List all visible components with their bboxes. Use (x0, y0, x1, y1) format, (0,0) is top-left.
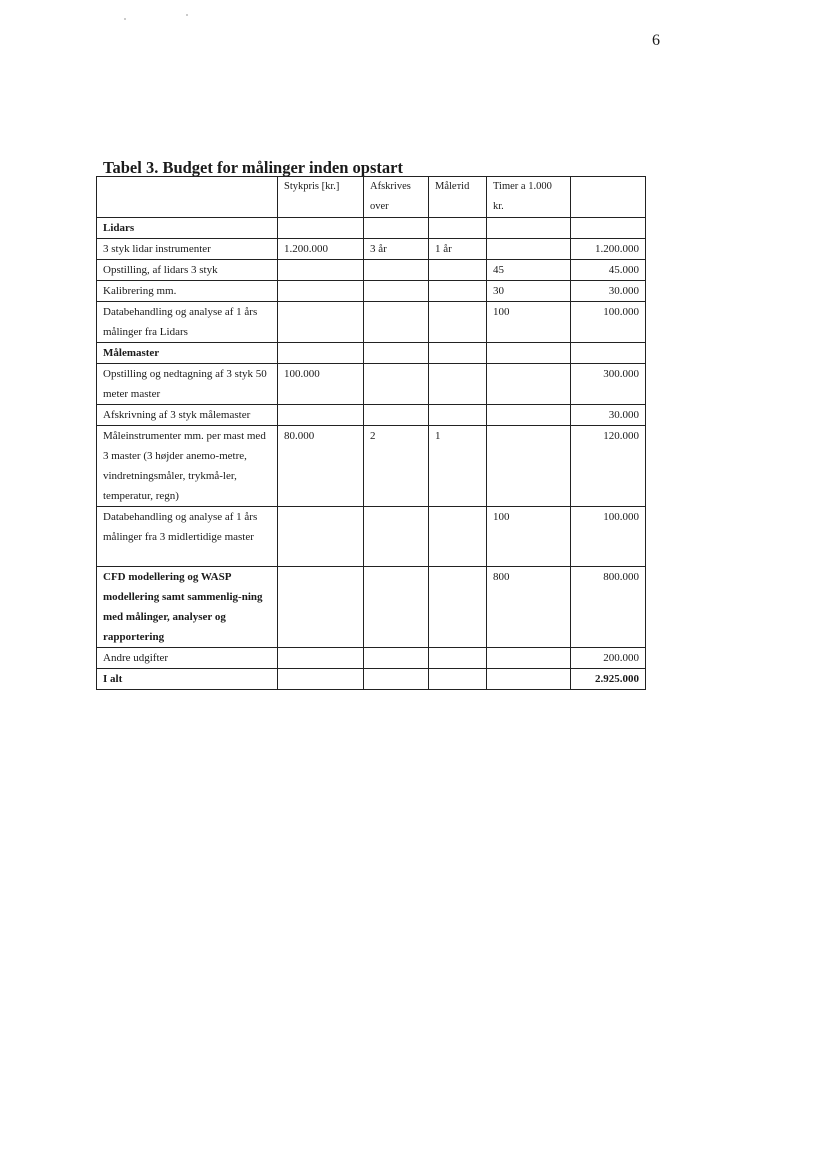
cell-total: 45.000 (571, 260, 646, 281)
cell-afskrives (364, 260, 429, 281)
scan-speck (124, 18, 126, 20)
cell-label: Lidars (97, 218, 278, 239)
cell-total: 120.000 (571, 426, 646, 507)
cell-stykpris (278, 567, 364, 648)
cell-label: Målemaster (97, 343, 278, 364)
cell-total: 1.200.000 (571, 239, 646, 260)
cell-maletid (429, 507, 487, 567)
table-row (97, 648, 646, 669)
cell-label: Andre udgifter (97, 648, 278, 669)
cell-afskrives (364, 343, 429, 364)
cell-stykpris (278, 343, 364, 364)
table-row (97, 567, 646, 648)
cell-maletid (429, 302, 487, 343)
cell-afskrives (364, 218, 429, 239)
cell-stykpris (278, 669, 364, 690)
cell-stykpris (278, 218, 364, 239)
cell-timer (487, 426, 571, 507)
cell-timer (487, 218, 571, 239)
table-row (97, 364, 646, 405)
cell-total (571, 218, 646, 239)
header-cell-maletid: Målетid (429, 177, 487, 218)
cell-label: Afskrivning af 3 styk målemaster (97, 405, 278, 426)
cell-afskrives: 2 (364, 426, 429, 507)
cell-timer (487, 405, 571, 426)
header-cell-stykpris: Stykpris [kr.] (278, 177, 364, 218)
table-row (97, 281, 646, 302)
table-row (97, 239, 646, 260)
cell-stykpris (278, 260, 364, 281)
cell-afskrives (364, 281, 429, 302)
cell-maletid (429, 343, 487, 364)
cell-timer (487, 648, 571, 669)
cell-stykpris (278, 507, 364, 567)
cell-total: 30.000 (571, 405, 646, 426)
cell-stykpris (278, 405, 364, 426)
cell-total: 200.000 (571, 648, 646, 669)
cell-maletid (429, 405, 487, 426)
cell-total: 100.000 (571, 302, 646, 343)
cell-label: Kalibrering mm. (97, 281, 278, 302)
table-row (97, 507, 646, 567)
cell-total: 300.000 (571, 364, 646, 405)
cell-stykpris (278, 648, 364, 669)
table-row (97, 260, 646, 281)
table-caption: Tabel 3. Budget for målinger inden opstart (103, 158, 403, 177)
cell-label: 3 styk lidar instrumenter (97, 239, 278, 260)
scan-speck (186, 14, 188, 16)
cell-label: Databehandling og analyse af 1 års målinger fra 3 midlertidige master (97, 507, 278, 567)
section-row (97, 218, 646, 239)
cell-maletid: 1 (429, 426, 487, 507)
table-row (97, 302, 646, 343)
cell-timer (487, 364, 571, 405)
cell-timer: 100 (487, 507, 571, 567)
cell-maletid (429, 567, 487, 648)
cell-timer (487, 669, 571, 690)
cell-timer: 800 (487, 567, 571, 648)
page-number: 6 (652, 32, 660, 49)
header-cell-afskrives: Afskrives over (364, 177, 429, 218)
cell-stykpris (278, 302, 364, 343)
cell-label: Databehandling og analyse af 1 års målinger fra Lidars (97, 302, 278, 343)
cell-timer (487, 239, 571, 260)
cell-stykpris: 100.000 (278, 364, 364, 405)
cell-maletid (429, 281, 487, 302)
header-cell-timer: Timer a 1.000 kr. (487, 177, 571, 218)
cell-afskrives (364, 405, 429, 426)
cell-total: 2.925.000 (571, 669, 646, 690)
cell-total (571, 343, 646, 364)
cell-afskrives: 3 år (364, 239, 429, 260)
cell-afskrives (364, 507, 429, 567)
cell-stykpris: 80.000 (278, 426, 364, 507)
cell-total: 100.000 (571, 507, 646, 567)
cell-maletid (429, 364, 487, 405)
table-row (97, 405, 646, 426)
cell-label: Opstilling, af lidars 3 styk (97, 260, 278, 281)
total-row (97, 669, 646, 690)
section-row (97, 343, 646, 364)
cell-timer: 100 (487, 302, 571, 343)
cell-label: Opstilling og nedtagning af 3 styk 50 meter master (97, 364, 278, 405)
cell-afskrives (364, 669, 429, 690)
cell-timer: 30 (487, 281, 571, 302)
budget-table (96, 176, 646, 690)
cell-maletid (429, 669, 487, 690)
cell-afskrives (364, 302, 429, 343)
cell-label: CFD modellering og WASP modellering samt sammenlig-ning med målinger, analyser og rapportering (97, 567, 278, 648)
cell-afskrives (364, 648, 429, 669)
cell-stykpris (278, 281, 364, 302)
cell-maletid (429, 260, 487, 281)
header-cell-total (571, 177, 646, 218)
cell-total: 800.000 (571, 567, 646, 648)
cell-label: Måleinstrumenter mm. per mast med 3 master (3 højder anemo-metre, vindretningsmåler, trykmå-ler, temperatur, regn) (97, 426, 278, 507)
cell-maletid (429, 648, 487, 669)
cell-timer (487, 343, 571, 364)
cell-afskrives (364, 567, 429, 648)
cell-maletid: 1 år (429, 239, 487, 260)
table-row (97, 426, 646, 507)
cell-afskrives (364, 364, 429, 405)
cell-label: I alt (97, 669, 278, 690)
header-cell-label (97, 177, 278, 218)
table-header-row (97, 177, 646, 218)
cell-timer: 45 (487, 260, 571, 281)
cell-total: 30.000 (571, 281, 646, 302)
cell-maletid (429, 218, 487, 239)
cell-stykpris: 1.200.000 (278, 239, 364, 260)
